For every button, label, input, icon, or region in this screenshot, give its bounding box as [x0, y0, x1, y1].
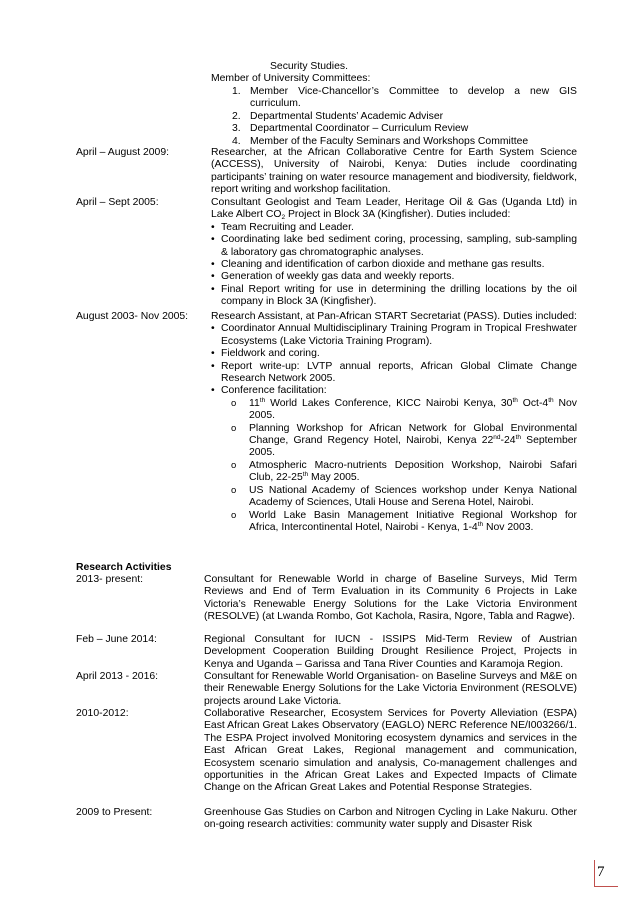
- list-item: • Fieldwork and coring.: [211, 348, 577, 360]
- entry-description: Research Assistant, at Pan-African START Secretariat (PASS). Duties included: • Coordinator Annual Multidisciplinary Training Program in Tropical Freshwater Ecosystems (Lake Victoria Training Program). • Fieldwork and coring. • Report write-up: LVTP annual reports, African Global Climate Change Research Network 2005. • Conference facilitation: o 11th World Lakes Conference, KICC Nairobi Kenya, 30th Oct-4th Nov 2005. o Planning Workshop for African Network for Global Environmental Change, Grand Regency Hotel, Nairobi, Kenya 22nd-24th September 2005. o Atmospheric Macro-nutrients Deposition Workshop, Nairobi Safari Club, 22-25th May 2005. o US National Academy of Sciences workshop under Kenya National Academy of Sciences, Utali House and Serena Hotel, Nairobi. o World Lake Basin Management Initiative Regional Workshop for Africa, Intercontinental Hotel, Nairobi - Kenya, 1-4th Nov 2003.: [211, 311, 577, 534]
- list-item: • Team Recruiting and Leader.: [211, 222, 577, 234]
- conference-item: o Atmospheric Macro-nutrients Deposition Workshop, Nairobi Safari Club, 22-25th May 2005.: [211, 460, 577, 485]
- conference-item: o US National Academy of Sciences workshop under Kenya National Academy of Sciences, Utali House and Serena Hotel, Nairobi.: [211, 485, 577, 510]
- conference-item: o World Lake Basin Management Initiative Regional Workshop for Africa, Intercontinental Hotel, Nairobi - Kenya, 1-4th Nov 2003.: [211, 510, 577, 535]
- entry-date: April 2013 - 2016:: [76, 671, 159, 682]
- entry-date: 2009 to Present:: [76, 807, 153, 818]
- section-heading: Research Activities: [76, 562, 172, 573]
- entry-description: Consultant for Renewable World Organisation- on Baseline Surveys and M&E on their Renewable Energy Solutions for the Lake Victoria Environment (RESOLVE) projects around Lake Victoria.: [204, 671, 577, 707]
- list-item: • Coordinating lake bed sediment coring, processing, sampling, sub-sampling & laboratory gas chromatographic analyses.: [211, 234, 577, 259]
- entry-description: Consultant Geologist and Team Leader, Heritage Oil & Gas (Uganda Ltd) in Lake Albert $CO_2$ Project in Block 3A (Kingfisher). Duties included: • Team Recruiting and Leader. • Coordinating lake bed sediment coring, processing, sampling, sub-sampling & laboratory gas chromatographic analyses. • Cleaning and identification of carbon dioxide and methane gas results. • Generation of weekly gas data and weekly reports. • Final Report writing for use in determining the drilling locations by the oil company in Block 3A (Kingfisher).: [211, 197, 577, 309]
- list-item: • Conference facilitation:: [211, 385, 577, 397]
- list-item: • Generation of weekly gas data and weekly reports.: [211, 271, 577, 283]
- list-item: 2. Departmental Students’ Academic Adviser: [232, 110, 444, 122]
- entry-description: Regional Consultant for IUCN - ISSIPS Mid-Term Review of Austrian Development Cooperation Building Drought Resilience Project, Projects in Kenya and Uganda – Garissa and Tana River Counties and Karamoja Region.: [204, 634, 577, 670]
- entry-date: Feb – June 2014:: [76, 634, 157, 645]
- entry-date: April – Sept 2005:: [76, 197, 159, 208]
- committees-list: [232, 86, 577, 148]
- list-item: • Coordinator Annual Multidisciplinary Training Program in Tropical Freshwater Ecosystems (Lake Victoria Training Program).: [211, 323, 577, 348]
- list-item: 1. Member Vice-Chancellor’s Committee to develop a new GIS curriculum.: [232, 86, 577, 110]
- security-studies-tail: Security Studies.: [270, 61, 348, 72]
- entry-date: 2010-2012:: [76, 708, 129, 719]
- entry-description: Consultant for Renewable World in charge of Baseline Surveys, Mid Term Reviews and End of Term Evaluation in its Community 6 Projects in Lake Victoria’s Renewable Energy Solutions for the Lake Victoria Environment (RESOLVE) (at Lwanda Rombo, Got Kachola, Rasira, Ngore, Tabla and Ragwe).: [204, 574, 577, 623]
- list-item: 3. Departmental Coordinator – Curriculum Review: [232, 123, 469, 135]
- entry-date: August 2003- Nov 2005:: [76, 311, 189, 322]
- entry-date: 2013- present:: [76, 574, 144, 585]
- conference-item: o 11th World Lakes Conference, KICC Nairobi Kenya, 30th Oct-4th Nov 2005.: [211, 398, 577, 423]
- entry-description: Collaborative Researcher, Ecosystem Services for Poverty Alleviation (ESPA) East African Great Lakes Observatory (EAGLO) NERC Reference NE/I003266/1. The ESPA Project involved Monitoring ecosystem dynamics and services in the East African Great Lakes, Regional management and communication, Ecosystem scenario simulation and analysis, Co-management challenges and opportunities in the African Great Lakes and Expected Impacts of Climate Change on the African Great Lakes and Potential Response Strategies.: [204, 708, 577, 794]
- committees-title: Member of University Committees:: [211, 73, 371, 84]
- entry-description: Greenhouse Gas Studies on Carbon and Nitrogen Cycling in Lake Nakuru. Other on-going research activities: community water supply and Disaster Risk: [204, 807, 577, 831]
- entry-description: Researcher, at the African Collaborative Centre for Earth System Science (ACCESS), University of Nairobi, Kenya: Duties include coordinating participants’ training on water resource management and biodiversity, fieldwork, report writing and workshop facilitation.: [211, 147, 577, 196]
- entry-date: April – August 2009:: [76, 147, 170, 158]
- list-item: 4. Member of the Faculty Seminars and Workshops Committee: [232, 135, 529, 147]
- conference-item: o Planning Workshop for African Network for Global Environmental Change, Grand Regency Hotel, Nairobi, Kenya 22nd-24th September 2005.: [211, 423, 577, 460]
- list-item: • Report write-up: LVTP annual reports, African Global Climate Change Research Network 2005.: [211, 361, 577, 386]
- list-item: • Final Report writing for use in determining the drilling locations by the oil company in Block 3A (Kingfisher).: [211, 284, 577, 309]
- list-item: • Cleaning and identification of carbon dioxide and methane gas results.: [211, 259, 577, 271]
- page-number: 7: [597, 864, 605, 880]
